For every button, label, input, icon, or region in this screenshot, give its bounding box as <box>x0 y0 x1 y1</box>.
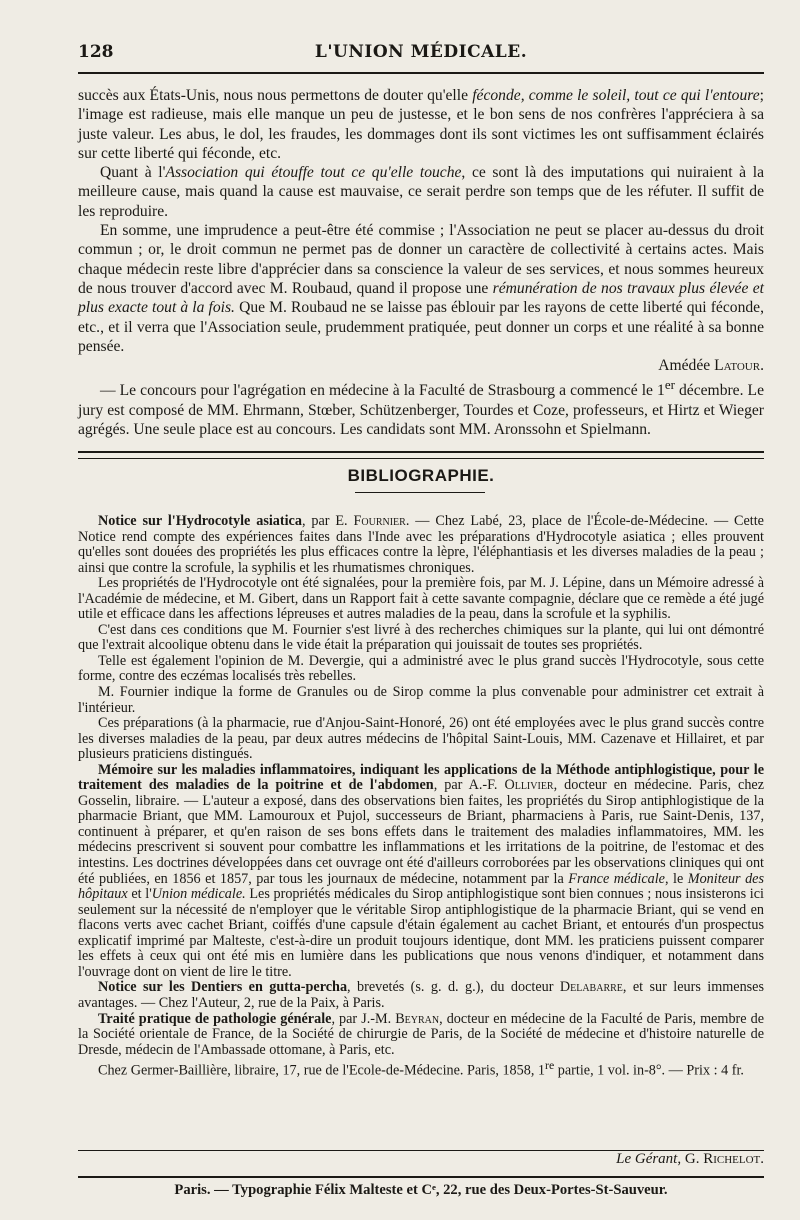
bibliography-entry: Traité pratique de pathologie générale, par J.-M. Beyran, docteur en médecine de la Faculté de Paris, membre de la Société orientale de France, de la Société de chirurgie de Paris, de la Société de médecine et d'histoire naturelle de Dresde, médecin de l'Ambassade ottomane, à Paris, etc. <box>78 1010 764 1058</box>
running-head: L'UNION MÉDICALE. <box>314 42 528 62</box>
bibliography-paragraph: Chez Germer-Baillière, libraire, 17, rue de l'Ecole-de-Médecine. Paris, 1858, 1re partie, 1 vol. in-8°. — Prix : 4 fr. <box>98 1058 744 1079</box>
section-double-rule <box>78 451 764 459</box>
imprint-rule <box>78 1176 764 1178</box>
article-body <box>78 86 764 440</box>
printer-imprint: Paris. — Typographie Félix Malteste et Cᵉ, 22, rue des Deux-Portes-St-Sauveur. <box>174 1182 668 1198</box>
bibliography-entry: Notice sur les Dentiers en gutta-percha, brevetés (s. g. d. g.), du docteur Delabarre, et sur leurs immenses avantages. — Chez l'Auteur, 2, rue de la Paix, à Paris. <box>78 979 765 1011</box>
bibliography-entry: Mémoire sur les maladies inflammatoires, indiquant les applications de la Méthode antiphlogistique, pour le traitement des maladies de la poitrine et de l'abdomen, par A.-F. Ollivier, docteur en médecine. Paris, chez Gosselin, libraire. — L'auteur a exposé, dans des observations bien faites, les propriétés du Sirop antiphlogistique de la pharmacie Briant, que MM. Lamouroux et Pujol, successeurs de Briant, pharmaciens à Paris, rue Saint-Denis, 137, continuent à préparer, et qu'en raison de ses bons effets dans le traitement des maladies inflammatoires, MM. les médecins prescrivent si souvent pour combattre les inflammations et les irritations de la poitrine, de l'estomac et des intestins. Les doctrines développées dans cet ouvrage ont été d'ailleurs corroborées par les observations cliniques qui ont été publiées, en 1856 et 1857, par tous les journaux de médecine, notamment par la France médicale, le Moniteur des hôpitaux et l'Union médicale. Les propriétés médicales du Sirop antiphlogistique sont bien connues ; nous insisterons ici seulement sur la nécessité de n'employer que le véritable Sirop antiphlogistique de la pharmacie Briant, qui se vend en flacons verts avec cachet Briant, coiffés d'une capsule d'étain également au cachet Briant, et entourés d'un prospectus explicatif imprimé par Malteste, c'est-à-dire un produit toujours identique, dont MM. les praticiens puissent comparer les effets à ceux qui ont été mis en lumière dans les publications que nous venons d'indiquer, et notamment dans l'ouvrage dont on vient de lire le titre. <box>78 761 765 980</box>
article-paragraph: Quant à l'Association qui étouffe tout ce qu'elle touche, ce sont là des imputations qui nuiraient à la meilleure cause, mais quand la cause est mauvaise, ce serait perdre son temps que de les réfuter. Il suffit de les reproduire. <box>78 164 764 220</box>
page-header <box>78 42 764 68</box>
article-paragraph: succès aux États-Unis, nous nous permettons de douter qu'elle féconde, comme le soleil, tout ce qui l'entoure; l'image est radieuse, mais elle manque un peu de justesse, et le bon sens de nos confrères l'appréciera à sa juste valeur. Les abus, le dol, les fraudes, les dommages dont ils sont victimes les ont suffisamment éclairés sur cette liberté qui féconde, etc. <box>78 87 765 162</box>
gerant-line: Le Gérant, G. Richelot. <box>616 1151 764 1167</box>
article-paragraph: En somme, une imprudence a peut-être été commise ; l'Association ne peut se placer au-dessus du droit commun ; or, le droit commun ne permet pas de donner un caractère de collectivité à certains actes. Mais chaque médecin reste libre d'apprécier dans sa conscience la valeur de ses services, et nous sommes heureux de nous trouver d'accord avec M. Roubaud, quand il propose une rémunération de nos travaux plus élevée et plus exacte tout à la fois. Que M. Roubaud ne se laisse pas éblouir par les rayons de cette liberté qui féconde, etc., et il verra que l'Association seule, prudemment pratiquée, peut donner un corps et une réalité à sa bonne pensée. <box>78 222 765 355</box>
bibliography-paragraph: C'est dans ces conditions que M. Fournier s'est livré à des recherches chimiques sur la plante, qui lui ont démontré que l'extrait alcoolique obtenu dans le vide était la préparation qui jouissait de toutes ses propriétés. <box>78 621 764 654</box>
bibliography-paragraph: Les propriétés de l'Hydrocotyle ont été signalées, pour la première fois, par M. J. Lépine, dans un Mémoire adressé à l'Académie de médecine, et M. Gibert, dans un Rapport fait à cette savante compagnie, déclare que ce remède a été jugé utile et efficace dans les affections lépreuses et autres maladies de la peau, dans la scrofule et la syphilis. <box>78 575 764 623</box>
heading-underline <box>355 492 485 493</box>
bibliography-paragraph: Telle est également l'opinion de M. Devergie, qui a administré avec le plus grand succès l'Hydrocotyle, sous cette forme, contre des eczémas localisés très rebelles. <box>78 652 764 685</box>
bibliography-paragraph: M. Fournier indique la forme de Granules ou de Sirop comme la plus convenable pour administrer cet extrait à l'intérieur. <box>78 684 764 716</box>
signature: Amédée Latour. <box>658 357 764 375</box>
bibliography-entry: Notice sur l'Hydrocotyle asiatica, par E. Fournier. — Chez Labé, 23, place de l'École-de-Médecine. — Cette Notice rend compte des expériences faites dans l'Inde avec les préparations d'Hydrocotyle asiatica ; elles prouvent qu'elles sont douées des propriétés les plus efficaces contre la lèpre, l'éléphantiasis et les diverses maladies de la peau ; ainsi que contre la scrofule, la syphilis et les rhumatismes chroniques. <box>78 513 764 576</box>
page-number: 128 <box>78 42 114 62</box>
news-paragraph: — Le concours pour l'agrégation en médecine à la Faculté de Strasbourg a commencé le 1er décembre. Le jury est composé de MM. Ehrmann, Stœber, Schützenberger, Tourdes et Coze, professeurs, et Hirtz et Wieger agrégés. Une seule place est au concours. Les candidats sont MM. Aronssohn et Spielmann. <box>78 377 765 439</box>
bibliography-heading: BIBLIOGRAPHIE. <box>347 466 495 485</box>
header-rule <box>78 72 764 74</box>
bibliography-body <box>78 514 764 1079</box>
bibliography-paragraph: Ces préparations (à la pharmacie, rue d'Anjou-Saint-Honoré, 26) ont été employées avec le plus grand succès contre les diverses maladies de la peau, par deux autres médecins de l'hôpital Saint-Louis, MM. Cazenave et Hillairet, et par plusieurs praticiens distingués. <box>78 715 764 763</box>
